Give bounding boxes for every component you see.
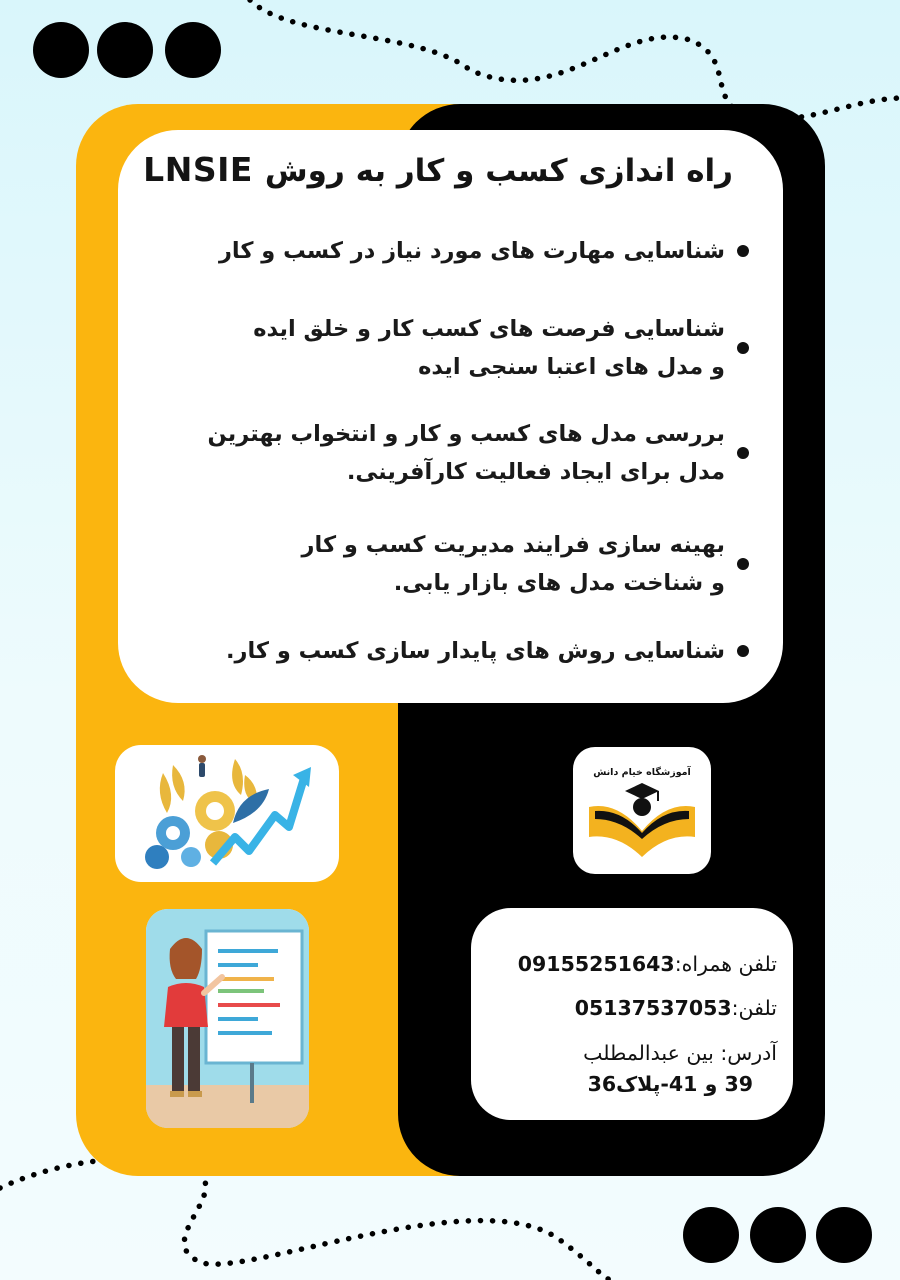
title-latin: LNSIE (143, 150, 253, 189)
contact-card (471, 908, 793, 1120)
logo-text: آموزشگاه خیام دانش (593, 767, 691, 778)
logo-card (573, 747, 711, 874)
address-line-2: 39 و 41-پلاک36 (587, 1072, 753, 1096)
bullet-icon (737, 342, 749, 354)
topic-line: مدل برای ایجاد فعالیت کارآفرینی. (346, 459, 725, 485)
topics-card (118, 130, 783, 703)
growth-gears-illustration (115, 745, 339, 882)
bullet-icon (737, 245, 749, 257)
bullet-icon (737, 558, 749, 570)
phone-label: تلفن: (731, 996, 777, 1020)
growth-image-card (115, 745, 339, 882)
phone-number[interactable]: 05137537053 (574, 996, 732, 1020)
decorative-dot (750, 1207, 806, 1263)
topic-line: شناسایی فرصت های کسب کار و خلق ایده (253, 316, 725, 342)
decorative-dot (33, 22, 89, 78)
decorative-dot (683, 1207, 739, 1263)
mobile-row (518, 952, 777, 976)
address-row-2 (588, 1072, 753, 1096)
mobile-label: تلفن همراه: (674, 952, 777, 976)
topic-line: شناسایی روش های پایدار سازی کسب و کار. (225, 638, 725, 664)
bullet-icon (737, 645, 749, 657)
topic-item (226, 632, 749, 670)
topic-line: و شناخت مدل های بازار یابی. (393, 570, 725, 596)
book-graduation-cap-logo (573, 747, 711, 874)
topic-line: شناسایی مهارت های مورد نیاز در کسب و کار (218, 238, 725, 264)
decorative-dot (165, 22, 221, 78)
phone-row (575, 996, 777, 1020)
page-title (143, 150, 733, 189)
title-text: راه اندازی کسب و کار به روش (264, 153, 733, 189)
presenter-whiteboard-illustration (146, 909, 309, 1128)
address-line-1: بین عبدالمطلب (583, 1041, 714, 1065)
topic-item (219, 232, 749, 270)
decorative-dot (816, 1207, 872, 1263)
address-row (583, 1041, 777, 1065)
topic-line: بهینه سازی فرایند مدیریت کسب و کار (301, 532, 725, 558)
topic-item (208, 415, 750, 491)
mobile-number[interactable]: 09155251643 (517, 952, 675, 976)
topic-item (253, 310, 749, 386)
topic-line: بررسی مدل های کسب و کار و انتخواب بهترین (207, 421, 725, 447)
decorative-dot (97, 22, 153, 78)
topic-item (302, 526, 749, 602)
address-label: آدرس: (720, 1041, 777, 1065)
topic-line: و مدل های اعتبا سنجی ایده (418, 354, 725, 380)
bullet-icon (737, 447, 749, 459)
presenter-image-card (146, 909, 309, 1128)
